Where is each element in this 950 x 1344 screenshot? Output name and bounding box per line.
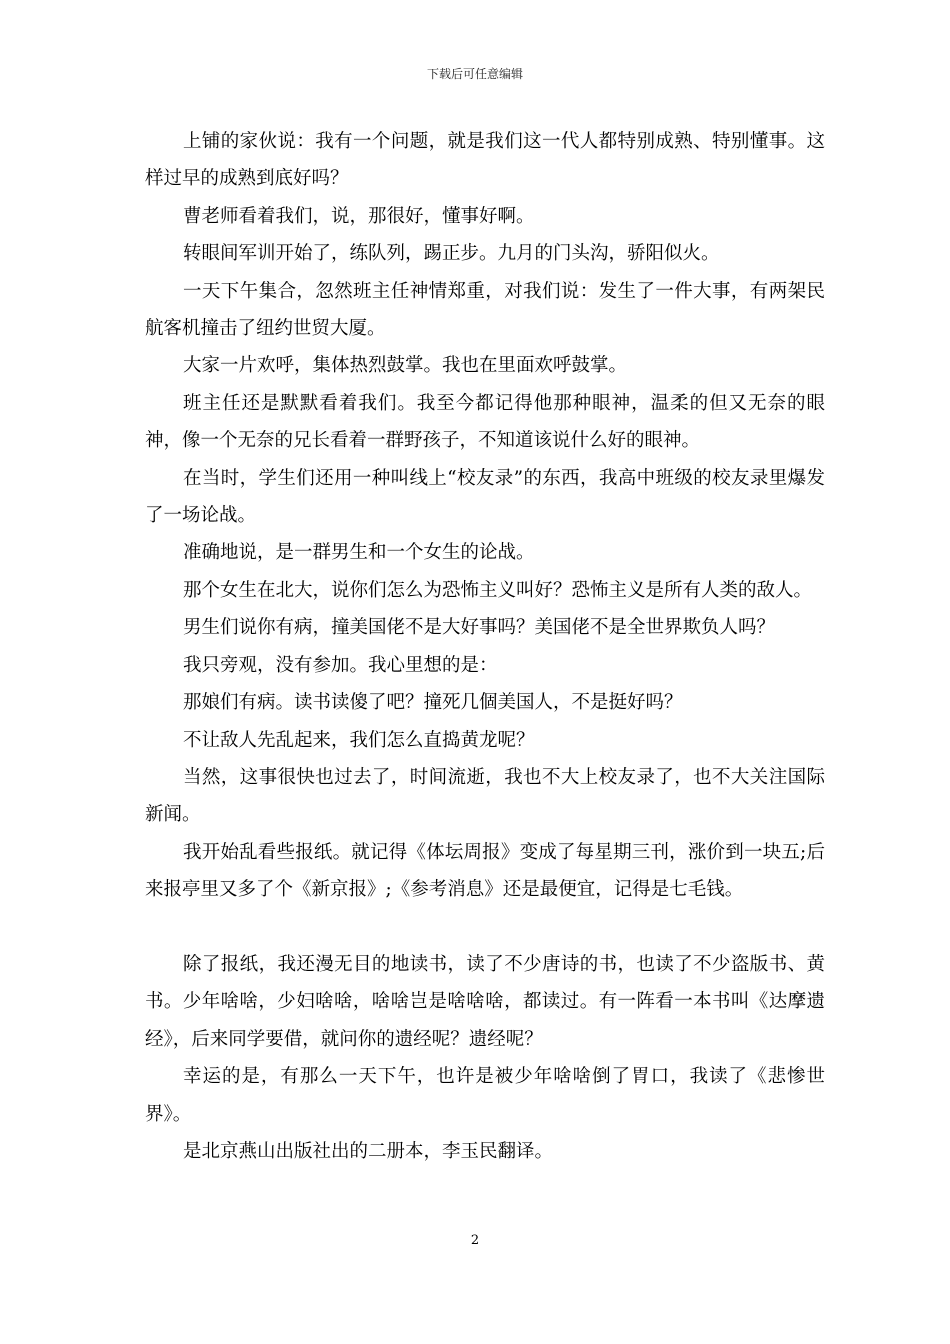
paragraph: 转眼间军训开始了，练队列，踢正步。九月的门头沟，骄阳似火。 [183, 243, 720, 265]
paragraph: 大家一片欢呼，集体热烈鼓掌。我也在里面欢呼鼓掌。 [183, 355, 628, 377]
paragraph: 我只旁观，没有参加。我心里想的是： [183, 654, 498, 676]
paragraph: 班主任还是默默看着我们。我至今都记得他那种眼神，温柔的但又无奈的眼神，像一个无奈的兄长看着一群野孩子，不知道该说什么好的眼神。 [145, 392, 825, 452]
paragraph: 当然，这事很快也过去了，时间流逝，我也不大上校友录了，也不大关注国际新闻。 [145, 766, 825, 826]
paragraph: 幸运的是，有那么一天下午，也许是被少年啥啥倒了胃口，我读了《悲惨世界》。 [145, 1066, 825, 1125]
paragraph: 是北京燕山出版社出的二册本，李玉民翻译。 [183, 1140, 554, 1162]
page-number: 2 [470, 1233, 480, 1248]
paragraph: 准确地说，是一群男生和一个女生的论战。 [183, 542, 535, 564]
paragraph: 除了报纸，我还漫无目的地读书，读了不少唐诗的书，也读了不少盗版书、黄书。少年啥啥，少妇啥啥，啥啥岂是啥啥啥，都读过。有一阵看一本书叫《达摩遗经》，后来同学要借，就问你的遗经呢？遗经呢？ [145, 953, 825, 1050]
page-header: 下载后可任意编辑 [426, 67, 523, 81]
paragraph: 不让敌人先乱起来，我们怎么直捣黄龙呢？ [183, 729, 535, 751]
blank-line [145, 909, 825, 946]
paragraph: 那娘们有病。读书读傻了吧？撞死几個美国人，不是挺好吗？ [183, 692, 683, 714]
paragraph: 在当时，学生们还用一种叫线上“校友录”的东西，我高中班级的校友录里爆发了一场论战。 [145, 467, 825, 527]
paragraph: 那个女生在北大，说你们怎么为恐怖主义叫好？恐怖主义是所有人类的敌人。 [183, 579, 813, 601]
paragraph: 上铺的家伙说：我有一个问题，就是我们这一代人都特别成熟、特别懂事。这样过早的成熟到底好吗？ [145, 131, 825, 190]
paragraph: 一天下午集合，忽然班主任神情郑重，对我们说：发生了一件大事，有两架民航客机撞击了纽约世贸大厦。 [145, 280, 825, 340]
paragraph: 曹老师看着我们，说，那很好，懂事好啊。 [183, 205, 535, 227]
paragraph: 我开始乱看些报纸。就记得《体坛周报》变成了每星期三刊，涨价到一块五;后来报亭里又多了个《新京报》;《参考消息》还是最便宜，记得是七毛钱。 [145, 841, 825, 901]
document-body [145, 123, 825, 1170]
paragraph: 男生们说你有病，撞美国佬不是大好事吗？美国佬不是全世界欺负人吗？ [183, 617, 776, 639]
